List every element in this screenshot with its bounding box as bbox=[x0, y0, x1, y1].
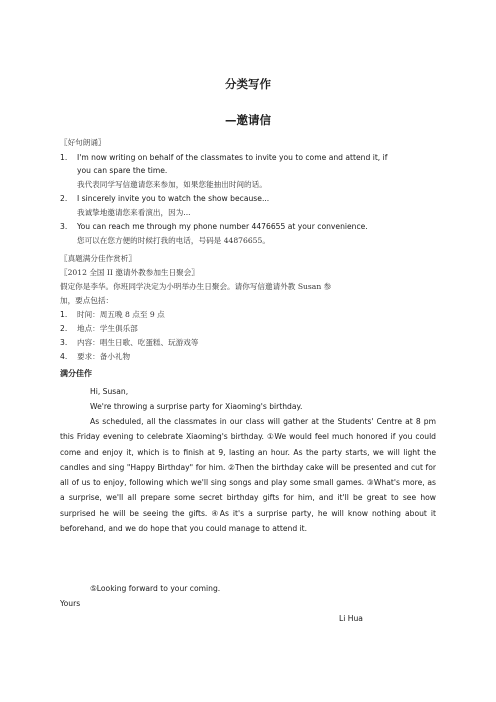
prompt-text: 假定你是李华。你班同学决定为小明举办生日聚会。请你写信邀请外教 Susan 参 bbox=[60, 282, 332, 291]
point-number: 2. bbox=[60, 324, 68, 333]
phrases-section-header: 〖好句朗诵〗 bbox=[60, 138, 106, 147]
phrase-english: You can reach me through my phone number 4476655 at your convenience. bbox=[77, 222, 368, 231]
point-text: 内容：唱生日歌、吃蛋糕、玩游戏等 bbox=[77, 338, 199, 347]
phrase-chinese: 我代表同学写信邀请您来参加，如果您能抽出时间的话。 bbox=[77, 180, 267, 189]
prompt-text-continued: 加，要点包括： bbox=[60, 296, 114, 305]
exam-section-header: 〖真题满分佳作赏析〗 bbox=[60, 254, 136, 263]
point-number: 3. bbox=[60, 338, 68, 347]
phrase-english: I'm now writing on behalf of the classmates to invite you to come and attend it, if bbox=[77, 153, 388, 162]
essay-section-header: 满分佳作 bbox=[60, 369, 92, 378]
point-number: 1. bbox=[60, 310, 68, 319]
point-text: 时间：周五晚 8 点至 9 点 bbox=[77, 310, 165, 319]
essay-closing: Yours bbox=[60, 599, 81, 608]
essay-signature: Li Hua bbox=[339, 614, 363, 623]
phrase-chinese: 您可以在您方便的时候打我的电话，号码是 44876655。 bbox=[77, 236, 270, 245]
phrase-english-continued: you can spare the time. bbox=[77, 166, 168, 175]
phrase-english: I sincerely invite you to watch the show because... bbox=[77, 194, 270, 203]
point-text: 地点：学生俱乐部 bbox=[77, 324, 138, 333]
essay-paragraph: We're throwing a surprise party for Xiaoming's birthday. bbox=[90, 402, 303, 411]
point-number: 4. bbox=[60, 352, 68, 361]
essay-greeting: Hi, Susan, bbox=[90, 387, 129, 396]
page-subtitle: —邀请信 bbox=[225, 113, 271, 127]
page-title: 分类写作 bbox=[225, 77, 271, 91]
phrase-number: 3. bbox=[60, 222, 68, 231]
phrase-number: 2. bbox=[60, 194, 68, 203]
phrase-number: 1. bbox=[60, 153, 68, 162]
essay-paragraph: As scheduled, all the classmates in our class will gather at the Students' Centre at 8 pm this Friday evening to celebrate Xiaoming's birthday. ①We would feel much honored if you could come and enjoy it, which is to finish at 9, lasting an hour. As the party starts, we will light the candles and sing "Happy Birthday" for him. ②Then the birthday cake will be presented and cut for all of us to enjoy, following which we'll sing songs and play some small games. ③What's more, as a surprise, we'll all prepare some secret birthday gifts for him, and it'll be great to see how surprised he will be seeing the gifts. ④As it's a surprise party, he will know nothing about it beforehand, and we do hope that you could manage to attend it. bbox=[60, 417, 436, 534]
essay-paragraph: ⑤Looking forward to your coming. bbox=[90, 584, 221, 593]
phrase-chinese: 我诚挚地邀请您来看演出，因为... bbox=[77, 208, 191, 217]
point-text: 要求：备小礼物 bbox=[77, 352, 131, 361]
exam-source: 〖2012 全国 II 邀请外教参加生日聚会〗 bbox=[60, 268, 199, 277]
